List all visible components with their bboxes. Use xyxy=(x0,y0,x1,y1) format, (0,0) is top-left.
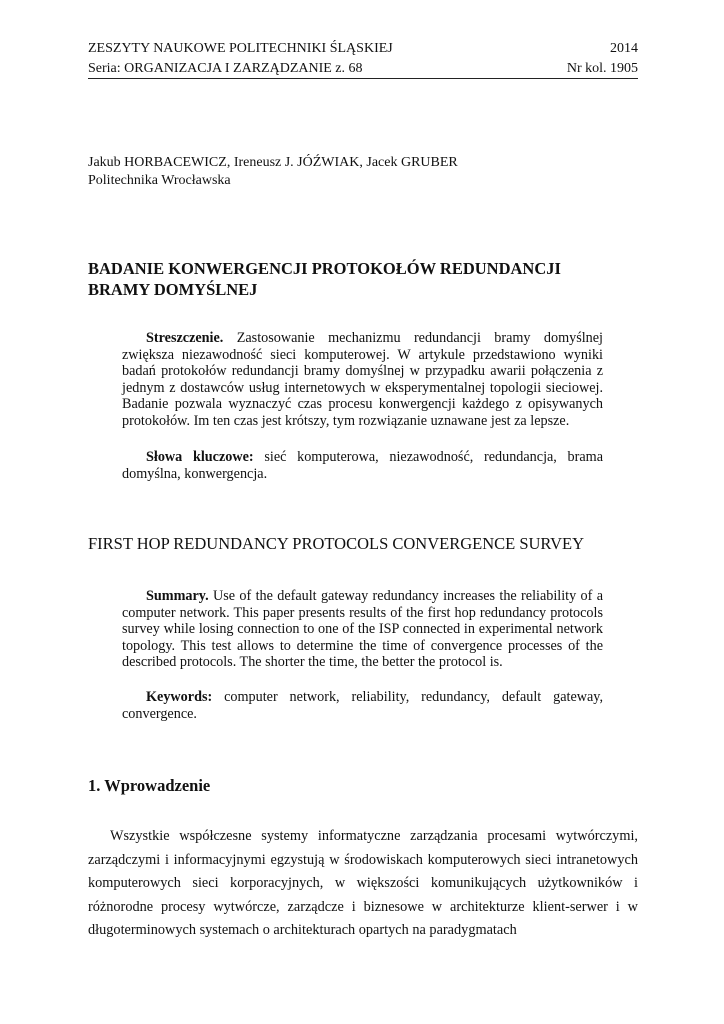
series-name: Seria: ORGANIZACJA I ZARZĄDZANIE z. 68 xyxy=(88,61,363,76)
journal-name: ZESZYTY NAUKOWE POLITECHNIKI ŚLĄSKIEJ xyxy=(88,41,393,56)
paper-title-pl: BADANIE KONWERGENCJI PROTOKOŁÓW REDUNDANCJI BRAMY DOMYŚLNEJ xyxy=(88,259,561,299)
body-paragraph: Wszystkie współczesne systemy informatyczne zarządzania procesami wytwórczymi, zarządczymi i informacyjnymi egzystują w środowiskach komputerowych sieci intranetowych komputerowych sieci korporacyjnych, w większości komunikujących użytkowników i różnorodne procesy wytwórcze, zarządcze i biznesowe w architekturze klient-serwer i w długoterminowych systemach o architekturach opartych na paradygmatach xyxy=(88,828,638,938)
running-header-series xyxy=(88,60,638,77)
keywords-pl-label: Słowa kluczowe: xyxy=(146,449,254,465)
header-rule xyxy=(88,78,638,79)
abstract-pl-text: Zastosowanie mechanizmu redundancji bramy domyślnej zwiększa niezawodność sieci komputerowej. W artykule przedstawiono wyniki badań protokołów redundancji bramy domyślnej w przypadku awarii połączenia z jednym z dostawców usług internetowych w eksperymentalnej topologii sieciowej. Badanie pozwala wyznaczyć czas procesu konwergencji każdego z opisywanych protokołów. Im ten czas jest krótszy, tym rozwiązanie uznawane jest za lepsze. xyxy=(122,330,603,429)
abstract-en-label: Summary. xyxy=(146,588,209,604)
paper-title-en: FIRST HOP REDUNDANCY PROTOCOLS CONVERGENCE SURVEY xyxy=(88,534,585,553)
keywords-en xyxy=(122,689,603,722)
abstract-en xyxy=(122,588,603,671)
running-header-journal xyxy=(88,40,638,57)
keywords-en-label: Keywords: xyxy=(146,689,213,705)
affiliation: Politechnika Wrocławska xyxy=(88,173,231,188)
authors: Jakub HORBACEWICZ, Ireneusz J. JÓŹWIAK, Jacek GRUBER xyxy=(88,155,458,170)
keywords-en-text: computer network, reliability, redundancy, default gateway, convergence. xyxy=(122,689,604,722)
issue-number: Nr kol. 1905 xyxy=(566,61,638,76)
abstract-en-text: Use of the default gateway redundancy increases the reliability of a computer network. This paper presents results of the first hop redundancy protocols survey while losing connection to one of the ISP connected in experimental network topology. This test allows to determine the time of convergence processes of the described protocols. The shorter the time, the better the protocol is. xyxy=(122,588,603,671)
abstract-pl-label: Streszczenie. xyxy=(146,330,224,346)
keywords-pl xyxy=(122,449,603,482)
section-heading: 1. Wprowadzenie xyxy=(88,776,211,795)
keywords-pl-text: sieć komputerowa, niezawodność, redundancja, brama domyślna, konwergencja. xyxy=(122,449,603,482)
abstract-pl xyxy=(122,330,603,430)
journal-year: 2014 xyxy=(610,41,638,56)
